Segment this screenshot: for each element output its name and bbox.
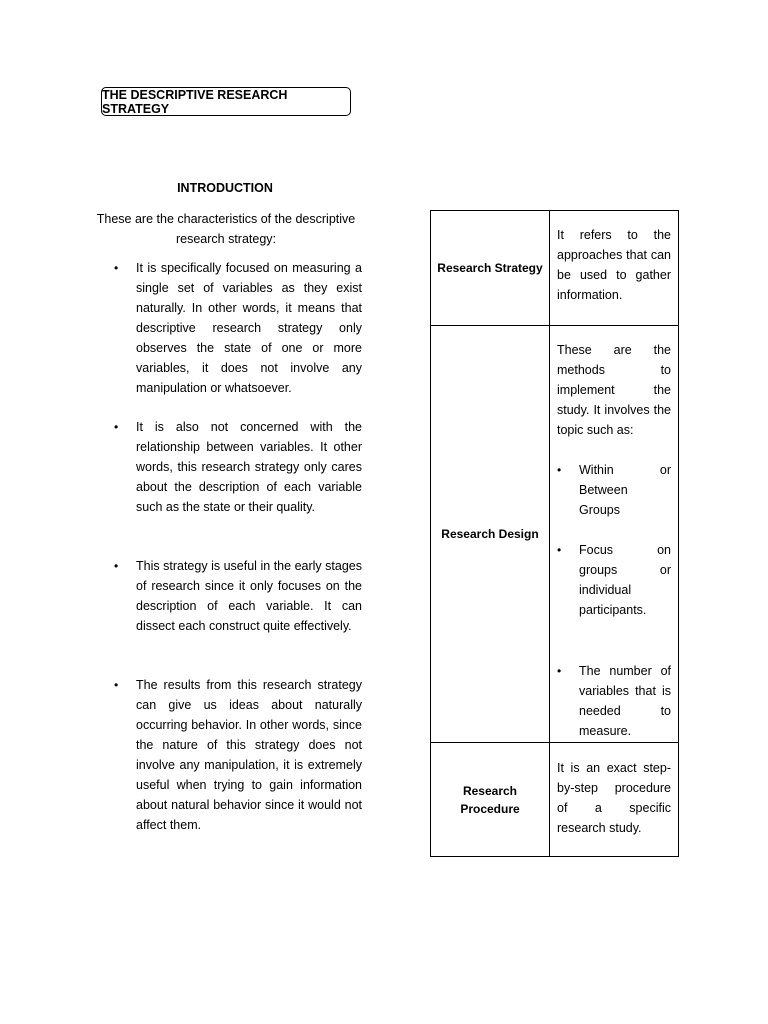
table-cell-description: It refers to the approaches that can be used to gather information. xyxy=(557,228,671,302)
list-item xyxy=(557,540,671,620)
table-cell-description: It is an exact step-by-step procedure of a specific research study. xyxy=(557,761,671,835)
table-row xyxy=(431,326,678,743)
research-terms-table xyxy=(430,210,679,857)
table-cell-label: Research Procedure xyxy=(431,743,550,856)
document-title: THE DESCRIPTIVE RESEARCH STRATEGY xyxy=(101,87,351,116)
list-item-text: Within or Between Groups xyxy=(579,463,671,517)
list-item-text: The results from this research strategy can give us ideas about naturally occurring behavior. In other words, since the nature of this strategy does not involve any manipulation, it is extremely useful when trying to gain information about natural behavior since it would not affect them. xyxy=(136,678,362,832)
table-row xyxy=(431,743,678,856)
bullet-icon: • xyxy=(114,559,119,573)
table-cell-label: Research Design xyxy=(431,326,550,742)
list-item xyxy=(110,417,362,517)
introduction-heading: INTRODUCTION xyxy=(177,181,273,195)
table-cell-description xyxy=(550,326,678,742)
list-item-text: This strategy is useful in the early stages of research since it only focuses on the description of each variable. It can dissect each construct quite effectively. xyxy=(136,559,362,633)
list-item xyxy=(110,556,362,636)
list-item-text: Focus on groups or individual participants. xyxy=(579,543,671,617)
characteristics-list xyxy=(110,258,362,835)
list-item xyxy=(557,460,671,520)
list-item-text: It is specifically focused on measuring a single set of variables as they exist naturally. In other words, it means that descriptive research strategy only observes the state of one or more variables, it does not involve any manipulation or whatsoever. xyxy=(136,261,362,395)
list-item xyxy=(557,661,671,741)
list-item-text: It is also not concerned with the relationship between variables. It other words, this research strategy only cares about the description of each variable such as the state or their quality. xyxy=(136,420,362,514)
table-row xyxy=(431,211,678,326)
table-cell-description-text: These are the methods to implement the study. It involves the topic such as: xyxy=(557,343,671,437)
bullet-icon: • xyxy=(557,543,562,557)
bullet-icon: • xyxy=(557,664,562,678)
introduction-lead: These are the characteristics of the descriptive research strategy: xyxy=(96,212,356,246)
bullet-icon: • xyxy=(114,678,119,692)
bullet-icon: • xyxy=(114,261,119,275)
design-topics-list xyxy=(557,460,671,741)
list-item-text: The number of variables that is needed to measure. xyxy=(579,664,671,738)
bullet-icon: • xyxy=(557,463,562,477)
list-item xyxy=(110,675,362,835)
table-cell-label: Research Strategy xyxy=(431,211,550,325)
bullet-icon: • xyxy=(114,420,119,434)
list-item xyxy=(110,258,362,398)
